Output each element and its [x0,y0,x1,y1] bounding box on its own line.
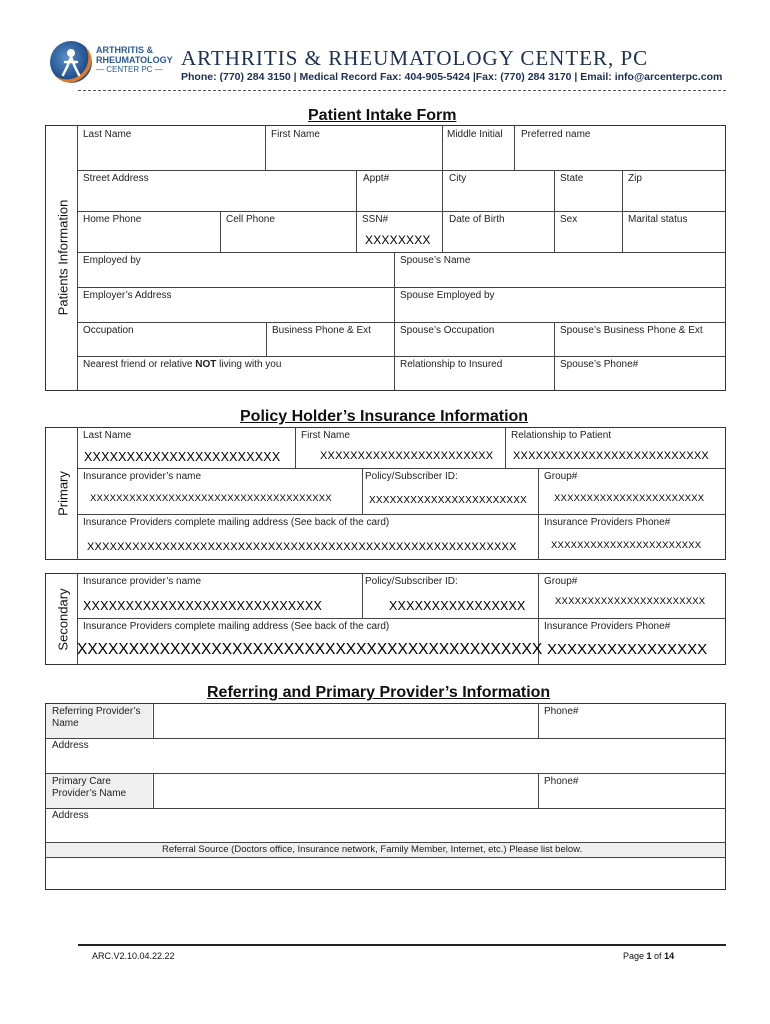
primary-side-label: Primary [55,471,71,516]
pcp-label-line1: Primary Care [52,776,111,787]
logo-line-2: RHEUMATOLOGY [96,55,173,65]
primary-group-value: XXXXXXXXXXXXXXXXXXXXXXX [554,493,705,504]
ssn-field[interactable] [357,212,441,252]
contact-line: Phone: (770) 284 3150 | Medical Record Fax: 404-905-5424 |Fax: (770) 284 3170 | Email: info@arcenterpc.com [181,71,723,83]
primary-first-name-field[interactable] [296,428,504,468]
cell-phone-field[interactable] [221,212,355,252]
employed-by-label: Employed by [83,255,141,266]
marital-status-label: Marital status [628,214,688,225]
primary-group-label: Group# [544,471,578,482]
ssn-value: XXXXXXXX [365,233,431,247]
page-of: of [651,951,665,961]
referring-provider-name-input[interactable] [154,704,537,738]
nearest-not: NOT [195,359,217,370]
logo [50,41,92,83]
last-name-field[interactable] [78,126,264,170]
spouse-occupation-field[interactable] [395,323,553,356]
employed-by-field[interactable] [78,253,393,287]
nearest-prefix: Nearest friend or relative [83,359,196,370]
state-field[interactable] [555,171,621,211]
page-prefix: Page [623,951,647,961]
sex-field[interactable] [555,212,621,252]
relationship-insured-label: Relationship to Insured [400,359,503,370]
logo-figure-icon [50,41,92,83]
secondary-mailing-address-value: XXXXXXXXXXXXXXXXXXXXXXXXXXXXXXXXXXXXXXXXXXXXX [77,641,543,658]
dob-field[interactable] [443,212,553,252]
primary-relationship-label: Relationship to Patient [511,430,612,441]
business-phone-label: Business Phone & Ext [272,325,371,336]
spouse-phone-field[interactable] [555,357,725,390]
referral-source-label: Referral Source (Doctors office, Insurance network, Family Member, Internet, etc.) Please list below. [162,844,583,855]
state-label: State [560,173,584,184]
header-divider [78,90,726,91]
home-phone-field[interactable] [78,212,219,252]
secondary-group-value: XXXXXXXXXXXXXXXXXXXXXXX [555,596,706,607]
nearest-relative-field[interactable] [78,357,393,390]
preferred-name-label: Preferred name [521,129,591,140]
primary-mailing-address-label: Insurance Providers complete mailing address (See back of the card) [83,517,390,528]
org-name: ARTHRITIS & RHEUMATOLOGY CENTER, PC [181,46,649,70]
secondary-provider-phone-label: Insurance Providers Phone# [544,621,671,632]
primary-policy-id-field[interactable] [363,469,537,514]
appt-label: Appt# [363,173,390,184]
zip-label: Zip [628,173,642,184]
secondary-group-field[interactable] [539,574,725,618]
form-title: Patient Intake Form [308,107,457,124]
secondary-provider-phone-field[interactable] [539,619,725,664]
employer-address-label: Employer’s Address [83,290,172,301]
relationship-insured-field[interactable] [395,357,553,390]
referring-address-label: Address [52,740,89,751]
primary-provider-phone-label: Insurance Providers Phone# [544,517,671,528]
middle-initial-label: Middle Initial [447,129,503,140]
first-name-label: First Name [271,129,320,140]
nearest-relative-label [83,359,281,370]
footer-divider [78,944,726,946]
street-address-label: Street Address [83,173,149,184]
cell-phone-label: Cell Phone [226,214,275,225]
secondary-policy-id-field[interactable] [363,574,537,618]
secondary-group-label: Group# [544,576,578,587]
footer-version: ARC.V2.10.04.22.22 [92,951,175,961]
referring-provider-label-line1: Referring Provider’s [52,706,141,717]
referral-source-input[interactable] [46,858,725,889]
spouse-employed-label: Spouse Employed by [400,290,495,301]
appt-field[interactable] [357,171,441,211]
primary-group-field[interactable] [539,469,725,514]
occupation-label: Occupation [83,325,134,336]
employer-address-field[interactable] [78,288,393,322]
sex-label: Sex [560,214,578,225]
preferred-name-field[interactable] [515,126,725,170]
pcp-name-input[interactable] [154,774,537,808]
ssn-label: SSN# [362,214,389,225]
spouse-name-field[interactable] [395,253,725,287]
primary-last-name-label: Last Name [83,430,132,441]
pcp-address-label: Address [52,810,89,821]
occupation-field[interactable] [78,323,265,356]
referring-provider-label-line2: Name [52,718,79,729]
secondary-provider-name-label: Insurance provider’s name [83,576,202,587]
referring-phone-label: Phone# [544,706,579,717]
middle-initial-field[interactable] [443,126,513,170]
spouse-business-phone-field[interactable] [555,323,725,356]
spouse-phone-label: Spouse’s Phone# [560,359,639,370]
first-name-field[interactable] [266,126,441,170]
pcp-label [52,776,126,800]
secondary-provider-phone-value: XXXXXXXXXXXXXXXX [547,641,708,658]
secondary-provider-name-field[interactable] [78,574,361,618]
referring-provider-label-cell [46,704,152,738]
secondary-policy-id-label: Policy/Subscriber ID: [365,576,458,587]
primary-relationship-value: XXXXXXXXXXXXXXXXXXXXXXXXXX [513,450,709,462]
zip-field[interactable] [623,171,725,211]
primary-provider-phone-value: XXXXXXXXXXXXXXXXXXXXXXX [551,540,702,551]
primary-first-name-label: First Name [301,430,350,441]
page-total: 14 [664,951,675,961]
primary-policy-id-label: Policy/Subscriber ID: [365,471,458,482]
logo-text [96,45,176,75]
pcp-label-line2: Provider’s Name [52,788,127,799]
spouse-occupation-label: Spouse’s Occupation [400,325,495,336]
city-field[interactable] [443,171,553,211]
nearest-suffix: living with you [216,359,282,370]
primary-first-name-value: XXXXXXXXXXXXXXXXXXXXXXX [320,450,494,462]
secondary-side-label: Secondary [55,588,71,651]
city-label: City [449,173,467,184]
pcp-phone-field[interactable] [539,774,725,808]
secondary-provider-name-value: XXXXXXXXXXXXXXXXXXXXXXXXXXXX [83,599,323,613]
spouse-employed-field[interactable] [395,288,725,322]
primary-mailing-address-value: XXXXXXXXXXXXXXXXXXXXXXXXXXXXXXXXXXXXXXXXXXXXXXXXXXXXXXXXX [87,541,517,553]
primary-last-name-field[interactable] [78,428,294,468]
referring-title: Referring and Primary Provider’s Information [207,684,551,701]
patient-side-label: Patients Information [55,199,71,316]
home-phone-label: Home Phone [83,214,142,225]
spouse-business-phone-label: Spouse’s Business Phone & Ext [560,325,703,336]
spouse-name-label: Spouse’s Name [400,255,471,266]
secondary-policy-id-value: XXXXXXXXXXXXXXXX [389,599,526,613]
logo-line-3-text: CENTER PC [106,65,153,74]
logo-line-3: — CENTER PC — [96,65,163,74]
primary-provider-name-field[interactable] [78,469,361,514]
referral-source-header [46,843,725,857]
primary-policy-id-value: XXXXXXXXXXXXXXXXXXXXXXX [369,495,528,506]
referring-address-field[interactable] [46,739,725,773]
primary-mailing-address-field[interactable] [78,515,537,559]
dob-label: Date of Birth [449,214,505,225]
street-address-field[interactable] [78,171,355,211]
page-number: 1 [646,951,652,961]
referring-provider-label [52,706,141,730]
pcp-phone-label: Phone# [544,776,579,787]
primary-relationship-field[interactable] [506,428,725,468]
pcp-address-field[interactable] [46,809,725,842]
primary-provider-phone-field[interactable] [539,515,725,559]
logo-line-1: ARTHRITIS & [96,45,153,55]
primary-provider-name-value: XXXXXXXXXXXXXXXXXXXXXXXXXXXXXXXXXXXXX [90,493,332,504]
secondary-mailing-address-label: Insurance Providers complete mailing address (See back of the card) [83,621,390,632]
primary-last-name-value: XXXXXXXXXXXXXXXXXXXXXXX [84,450,281,464]
referring-phone-field[interactable] [539,704,725,738]
footer-page [623,951,674,961]
business-phone-field[interactable] [267,323,393,356]
last-name-label: Last Name [83,129,132,140]
marital-status-field[interactable] [623,212,725,252]
pcp-label-cell [46,774,152,808]
policy-title: Policy Holder’s Insurance Information [240,408,529,425]
primary-provider-name-label: Insurance provider’s name [83,471,202,482]
